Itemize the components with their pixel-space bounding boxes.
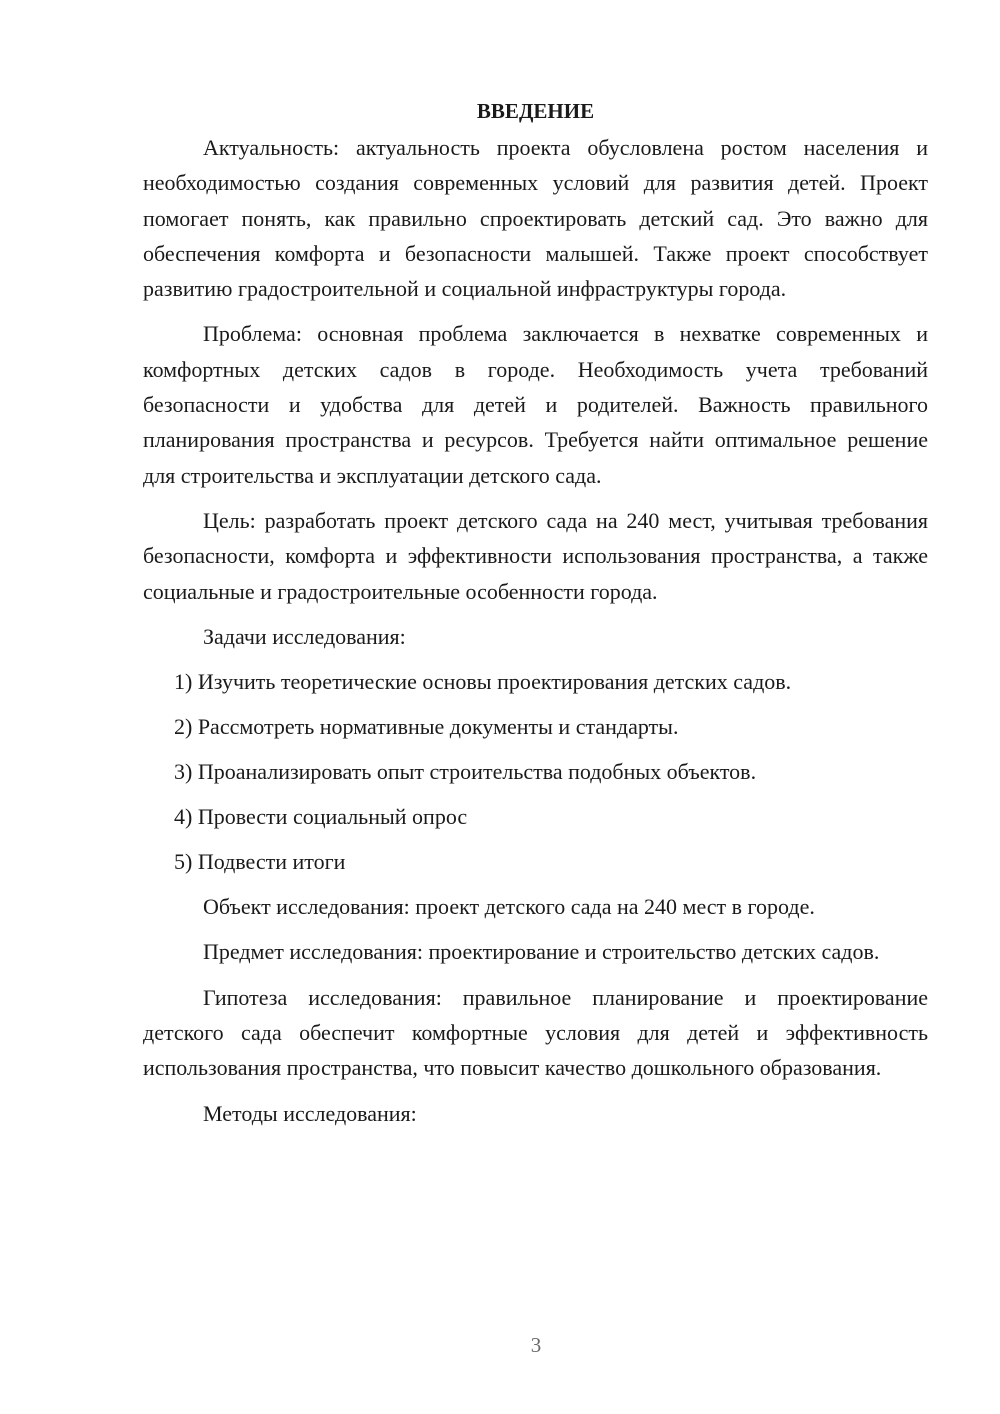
task-item: 4) Провести социальный опрос — [174, 804, 468, 830]
paragraph-problem: Проблема: основная проблема заключается в нехватке современных и комфортных детских садов в городе. Необходимость учета требований безопасности и удобства для детей и родителей. Важность правильного планирования пространства и ресурсов. Требуется найти оптимальное решение для строительства и эксплуатации детского сада. — [143, 321, 928, 488]
document-page — [143, 96, 928, 1141]
task-item: 5) Подвести итоги — [174, 849, 346, 875]
paragraph-goal: Цель: разработать проект детского сада на 240 мест, учитывая требования безопасности, комфорта и эффективности использования пространства, а также социальные и градостроительные особенности города. — [143, 507, 928, 604]
task-item: 2) Рассмотреть нормативные документы и стандарты. — [174, 714, 679, 740]
paragraph-methods: Методы исследования: — [203, 1100, 417, 1126]
task-item: 1) Изучить теоретические основы проектирования детских садов. — [174, 669, 792, 695]
paragraph-hypothesis: Гипотеза исследования: правильное планирование и проектирование детского сада обеспечит комфортные условия для детей и эффективность использования пространства, что повысит качество дошкольного образования. — [143, 984, 928, 1081]
paragraph-tasks-heading: Задачи исследования: — [203, 623, 406, 649]
section-title: ВВЕДЕНИЕ — [476, 99, 595, 123]
paragraph-subject: Предмет исследования: проектирование и строительство детских садов. — [203, 939, 880, 965]
page-number: 3 — [530, 1333, 542, 1357]
paragraph-object: Объект исследования: проект детского сада на 240 мест в городе. — [203, 894, 815, 920]
task-item: 3) Проанализировать опыт строительства подобных объектов. — [174, 759, 757, 785]
paragraph-relevance: Актуальность: актуальность проекта обусловлена ростом населения и необходимостью создания современных условий для развития детей. Проект помогает понять, как правильно спроектировать детский сад. Это важно для обеспечения комфорта и безопасности малышей. Также проект способствует развитию градостроительной и социальной инфраструктуры города. — [143, 135, 928, 302]
